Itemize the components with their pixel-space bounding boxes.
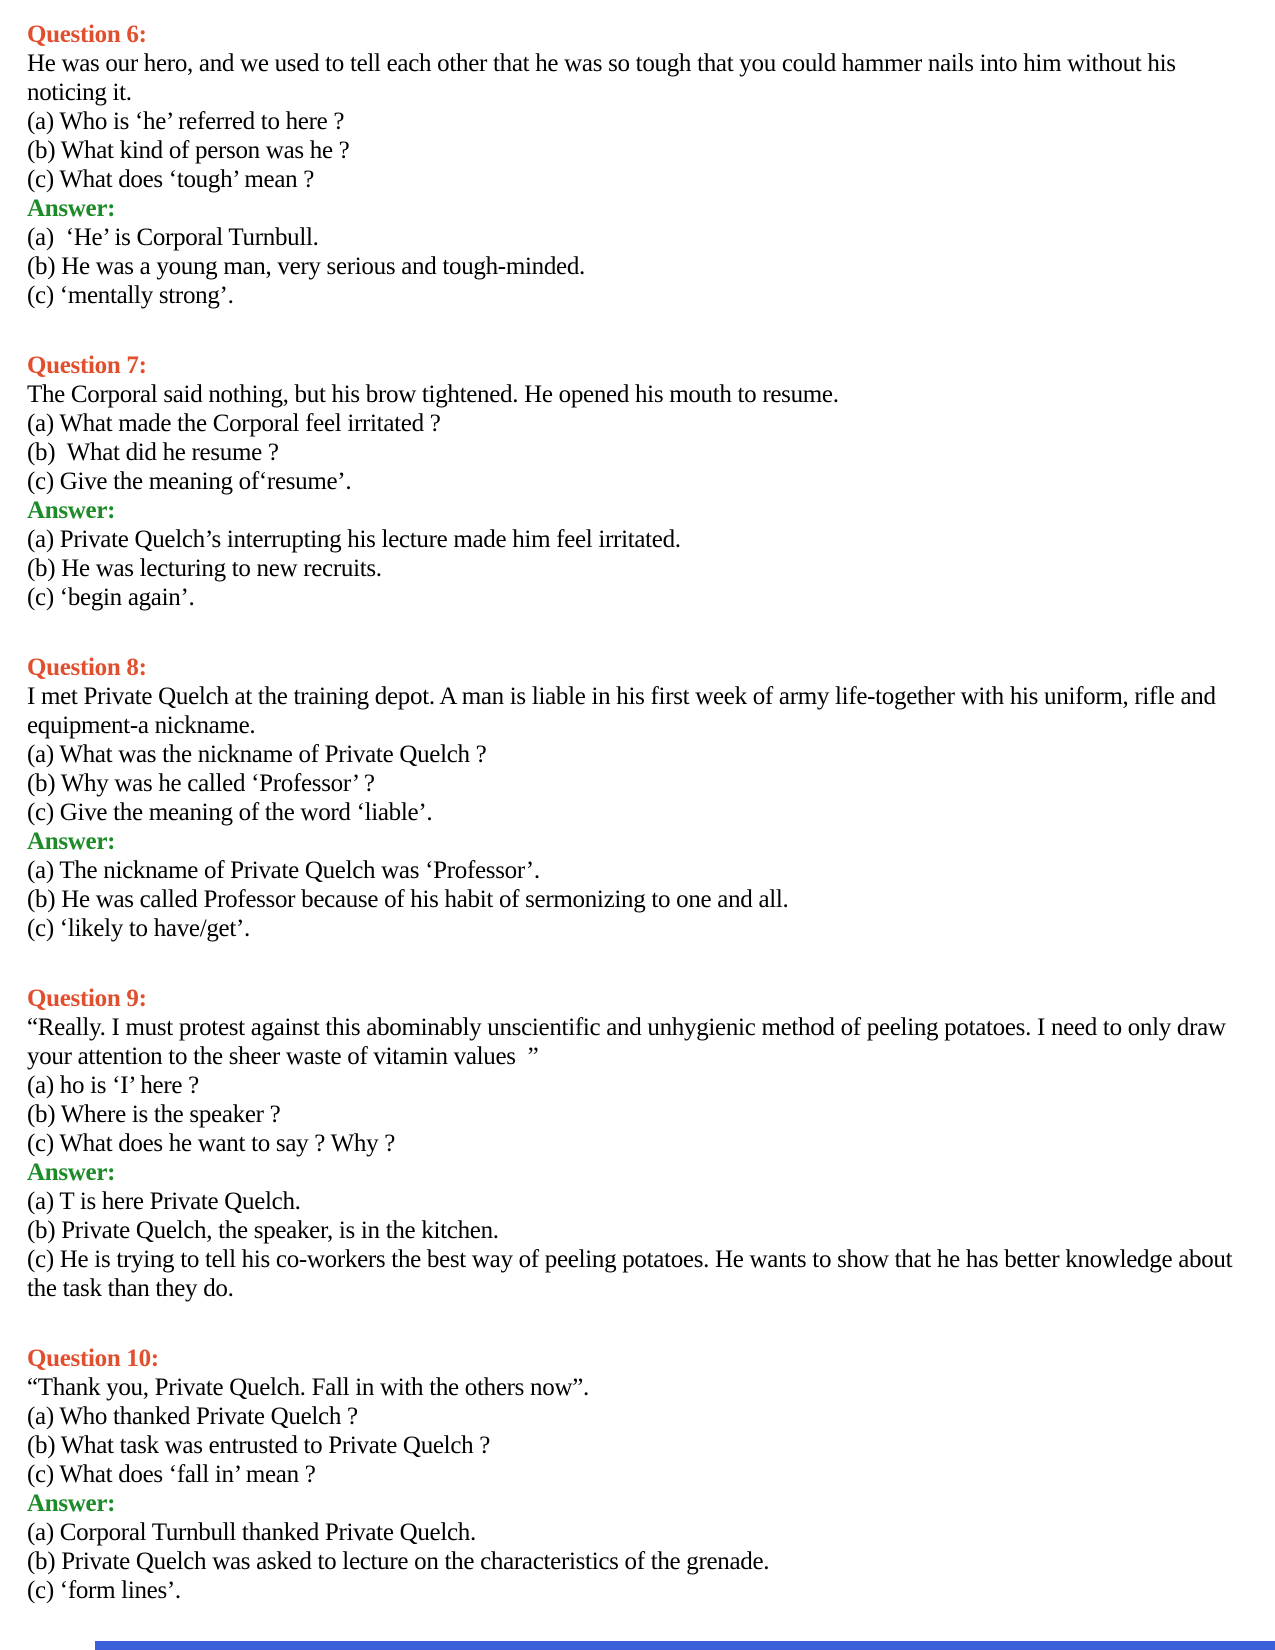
sub-question-c: (c) Give the meaning of‘resume’. (27, 468, 352, 495)
answer-c: (c) ‘mentally strong’. (27, 282, 234, 309)
sub-question-b: (b) What kind of person was he ? (27, 137, 350, 164)
sub-question-b: (b) Where is the speaker ? (27, 1101, 281, 1128)
passage-line: He was our hero, and we used to tell each other that he was so tough that you could hammer nails into him without his (27, 50, 1176, 77)
sub-question-c: (c) Give the meaning of the word ‘liable’. (27, 799, 433, 826)
answer-b: (b) He was lecturing to new recruits. (27, 555, 382, 582)
sub-question-a: (a) Who thanked Private Quelch ? (27, 1403, 358, 1430)
answer-b: (b) He was a young man, very serious and tough-minded. (27, 253, 585, 280)
question-9-block (27, 984, 1245, 1303)
passage-line: The Corporal said nothing, but his brow tightened. He opened his mouth to resume. (27, 381, 839, 408)
passage-line: noticing it. (27, 79, 132, 106)
answer-label: Answer: (27, 1490, 116, 1517)
sub-question-a: (a) ho is ‘I’ here ? (27, 1072, 199, 1099)
answer-label: Answer: (27, 195, 116, 222)
answer-a: (a) The nickname of Private Quelch was ‘Professor’. (27, 857, 540, 884)
answer-a: (a) Corporal Turnbull thanked Private Quelch. (27, 1519, 476, 1546)
question-heading: Question 6: (27, 21, 147, 48)
answer-label: Answer: (27, 828, 116, 855)
question-8-block (27, 653, 1245, 943)
sub-question-b: (b) Why was he called ‘Professor’ ? (27, 770, 375, 797)
answer-a: (a) Private Quelch’s interrupting his lecture made him feel irritated. (27, 526, 681, 553)
sub-question-a: (a) What made the Corporal feel irritated ? (27, 410, 441, 437)
answer-b: (b) Private Quelch, the speaker, is in the kitchen. (27, 1217, 499, 1244)
answer-c: (c) He is trying to tell his co-workers the best way of peeling potatoes. He wants to show that he has better knowledge about (27, 1246, 1233, 1273)
answer-label: Answer: (27, 1159, 116, 1186)
answer-a: (a) T is here Private Quelch. (27, 1188, 301, 1215)
sub-question-a: (a) What was the nickname of Private Quelch ? (27, 741, 487, 768)
passage-line: equipment-a nickname. (27, 712, 256, 739)
question-heading: Question 9: (27, 985, 147, 1012)
passage-line: “Really. I must protest against this abominably unscientific and unhygienic method of peeling potatoes. I need to only draw (27, 1014, 1226, 1041)
passage-line: your attention to the sheer waste of vitamin values ” (27, 1043, 539, 1070)
answer-c: (c) ‘likely to have/get’. (27, 915, 250, 942)
footer-bar (95, 1641, 1275, 1650)
passage-line: I met Private Quelch at the training depot. A man is liable in his first week of army life-together with his uniform, rifle and (27, 683, 1216, 710)
answer-a: (a) ‘He’ is Corporal Turnbull. (27, 224, 319, 251)
answer-c: (c) ‘begin again’. (27, 584, 195, 611)
sub-question-c: (c) What does he want to say ? Why ? (27, 1130, 396, 1157)
question-heading: Question 8: (27, 654, 147, 681)
answer-label: Answer: (27, 497, 116, 524)
answer-b: (b) Private Quelch was asked to lecture on the characteristics of the grenade. (27, 1548, 770, 1575)
sub-question-b: (b) What task was entrusted to Private Quelch ? (27, 1432, 491, 1459)
answer-b: (b) He was called Professor because of his habit of sermonizing to one and all. (27, 886, 789, 913)
question-7-block (27, 351, 1245, 612)
question-10-block (27, 1344, 1245, 1605)
answer-c-continued: the task than they do. (27, 1275, 234, 1302)
answer-c: (c) ‘form lines’. (27, 1577, 181, 1604)
sub-question-a: (a) Who is ‘he’ referred to here ? (27, 108, 345, 135)
sub-question-c: (c) What does ‘fall in’ mean ? (27, 1461, 316, 1488)
sub-question-b: (b) What did he resume ? (27, 439, 279, 466)
passage-line: “Thank you, Private Quelch. Fall in with the others now”. (27, 1374, 589, 1401)
question-heading: Question 7: (27, 352, 147, 379)
sub-question-c: (c) What does ‘tough’ mean ? (27, 166, 315, 193)
question-6-block (27, 20, 1245, 310)
question-heading: Question 10: (27, 1345, 159, 1372)
